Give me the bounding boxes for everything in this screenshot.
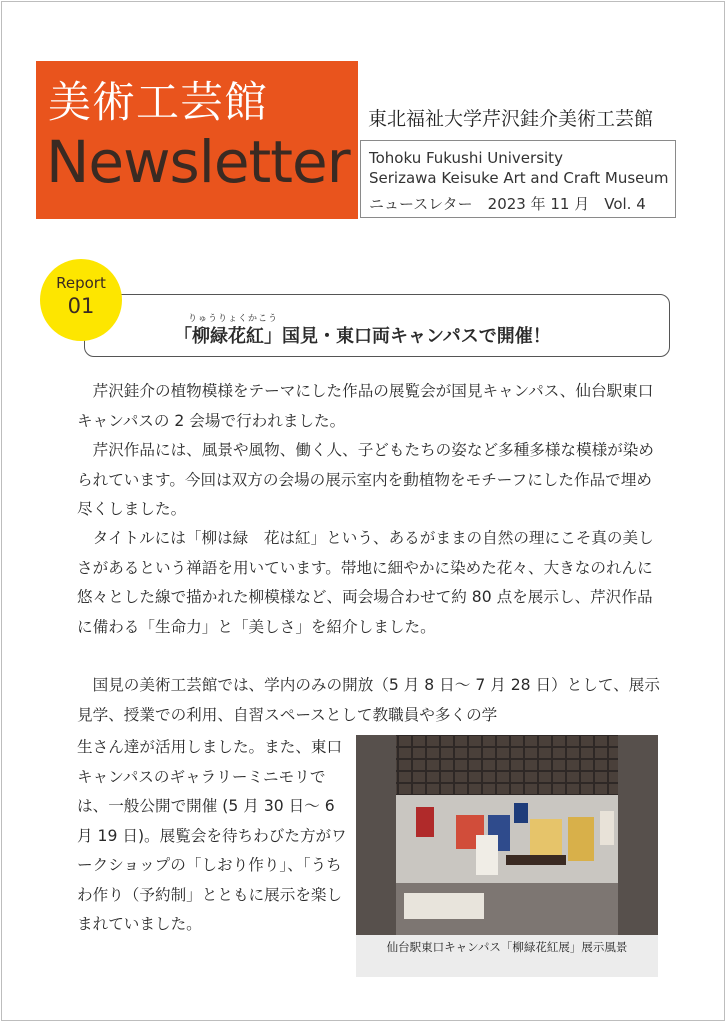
headline-ruby: りゅうりょくかこう: [188, 314, 279, 324]
photo-caption-box: [356, 935, 658, 977]
exhibition-photo-illustration: [356, 735, 658, 935]
photo-caption: 仙台駅東口キャンパス「柳緑花紅展」展示風景: [386, 940, 628, 954]
headline: 「柳緑花紅」国見・東口両キャンパスで開催！: [174, 326, 551, 347]
newsletter-title-block: [36, 61, 358, 219]
exhibition-photo: [356, 735, 658, 935]
museum-name-en-1: Tohoku Fukushi University: [369, 149, 563, 167]
museum-info-box: [360, 140, 676, 218]
museum-name-en-2: Serizawa Keisuke Art and Craft Museum: [369, 169, 669, 187]
issue-line: ニュースレター 2023 年 11 月 Vol. 4: [369, 195, 646, 213]
report-badge: [40, 259, 122, 341]
title-en: Newsletter: [46, 128, 350, 196]
paragraph-1: 芹沢銈介の植物模様をテーマにした作品の展覧会が国見キャンパス、仙台駅東口キャンパスの 2 会場で行われました。: [77, 382, 654, 430]
paragraph-4: 国見の美術工芸館では、学内のみの開放（5 月 8 日～ 7 月 28 日）として、展示見学、授業での利用、自習スペースとして教職員や多くの学: [77, 676, 660, 724]
museum-name-jp: 東北福祉大学芹沢銈介美術工芸館: [368, 108, 654, 130]
report-number: 01: [67, 294, 95, 318]
report-word: Report: [56, 274, 106, 292]
title-jp: 美術工芸館: [48, 78, 268, 128]
paragraph-4-continued: 生さん達が活用しました。また、東口キャンパスのギャラリーミニモリでは、一般公開で開催 (5 月 30 日～ 6 月 19 日)。展覧会を待ちわびた方がワークショップの「しおり作り」、「うちわ作り（予約制」とともに展示を楽しまれていました。: [77, 738, 347, 933]
paragraph-2: 芹沢作品には、風景や風物、働く人、子どもたちの姿など多種多様な模様が染められています。今回は双方の会場の展示室内を動植物をモチーフにした作品で埋め尽くしました。: [77, 441, 654, 518]
paragraph-3: タイトルには「柳は緑 花は紅」という、あるがままの自然の理にこそ真の美しさがあるという禅語を用いています。帯地に細やかに染めた花々、大きなのれんに悠々とした線で描かれた柳模様など、両会場合わせて約 80 点を展示し、芹沢作品に備わる「生命力」と「美しさ」を紹介しました。: [77, 529, 654, 636]
